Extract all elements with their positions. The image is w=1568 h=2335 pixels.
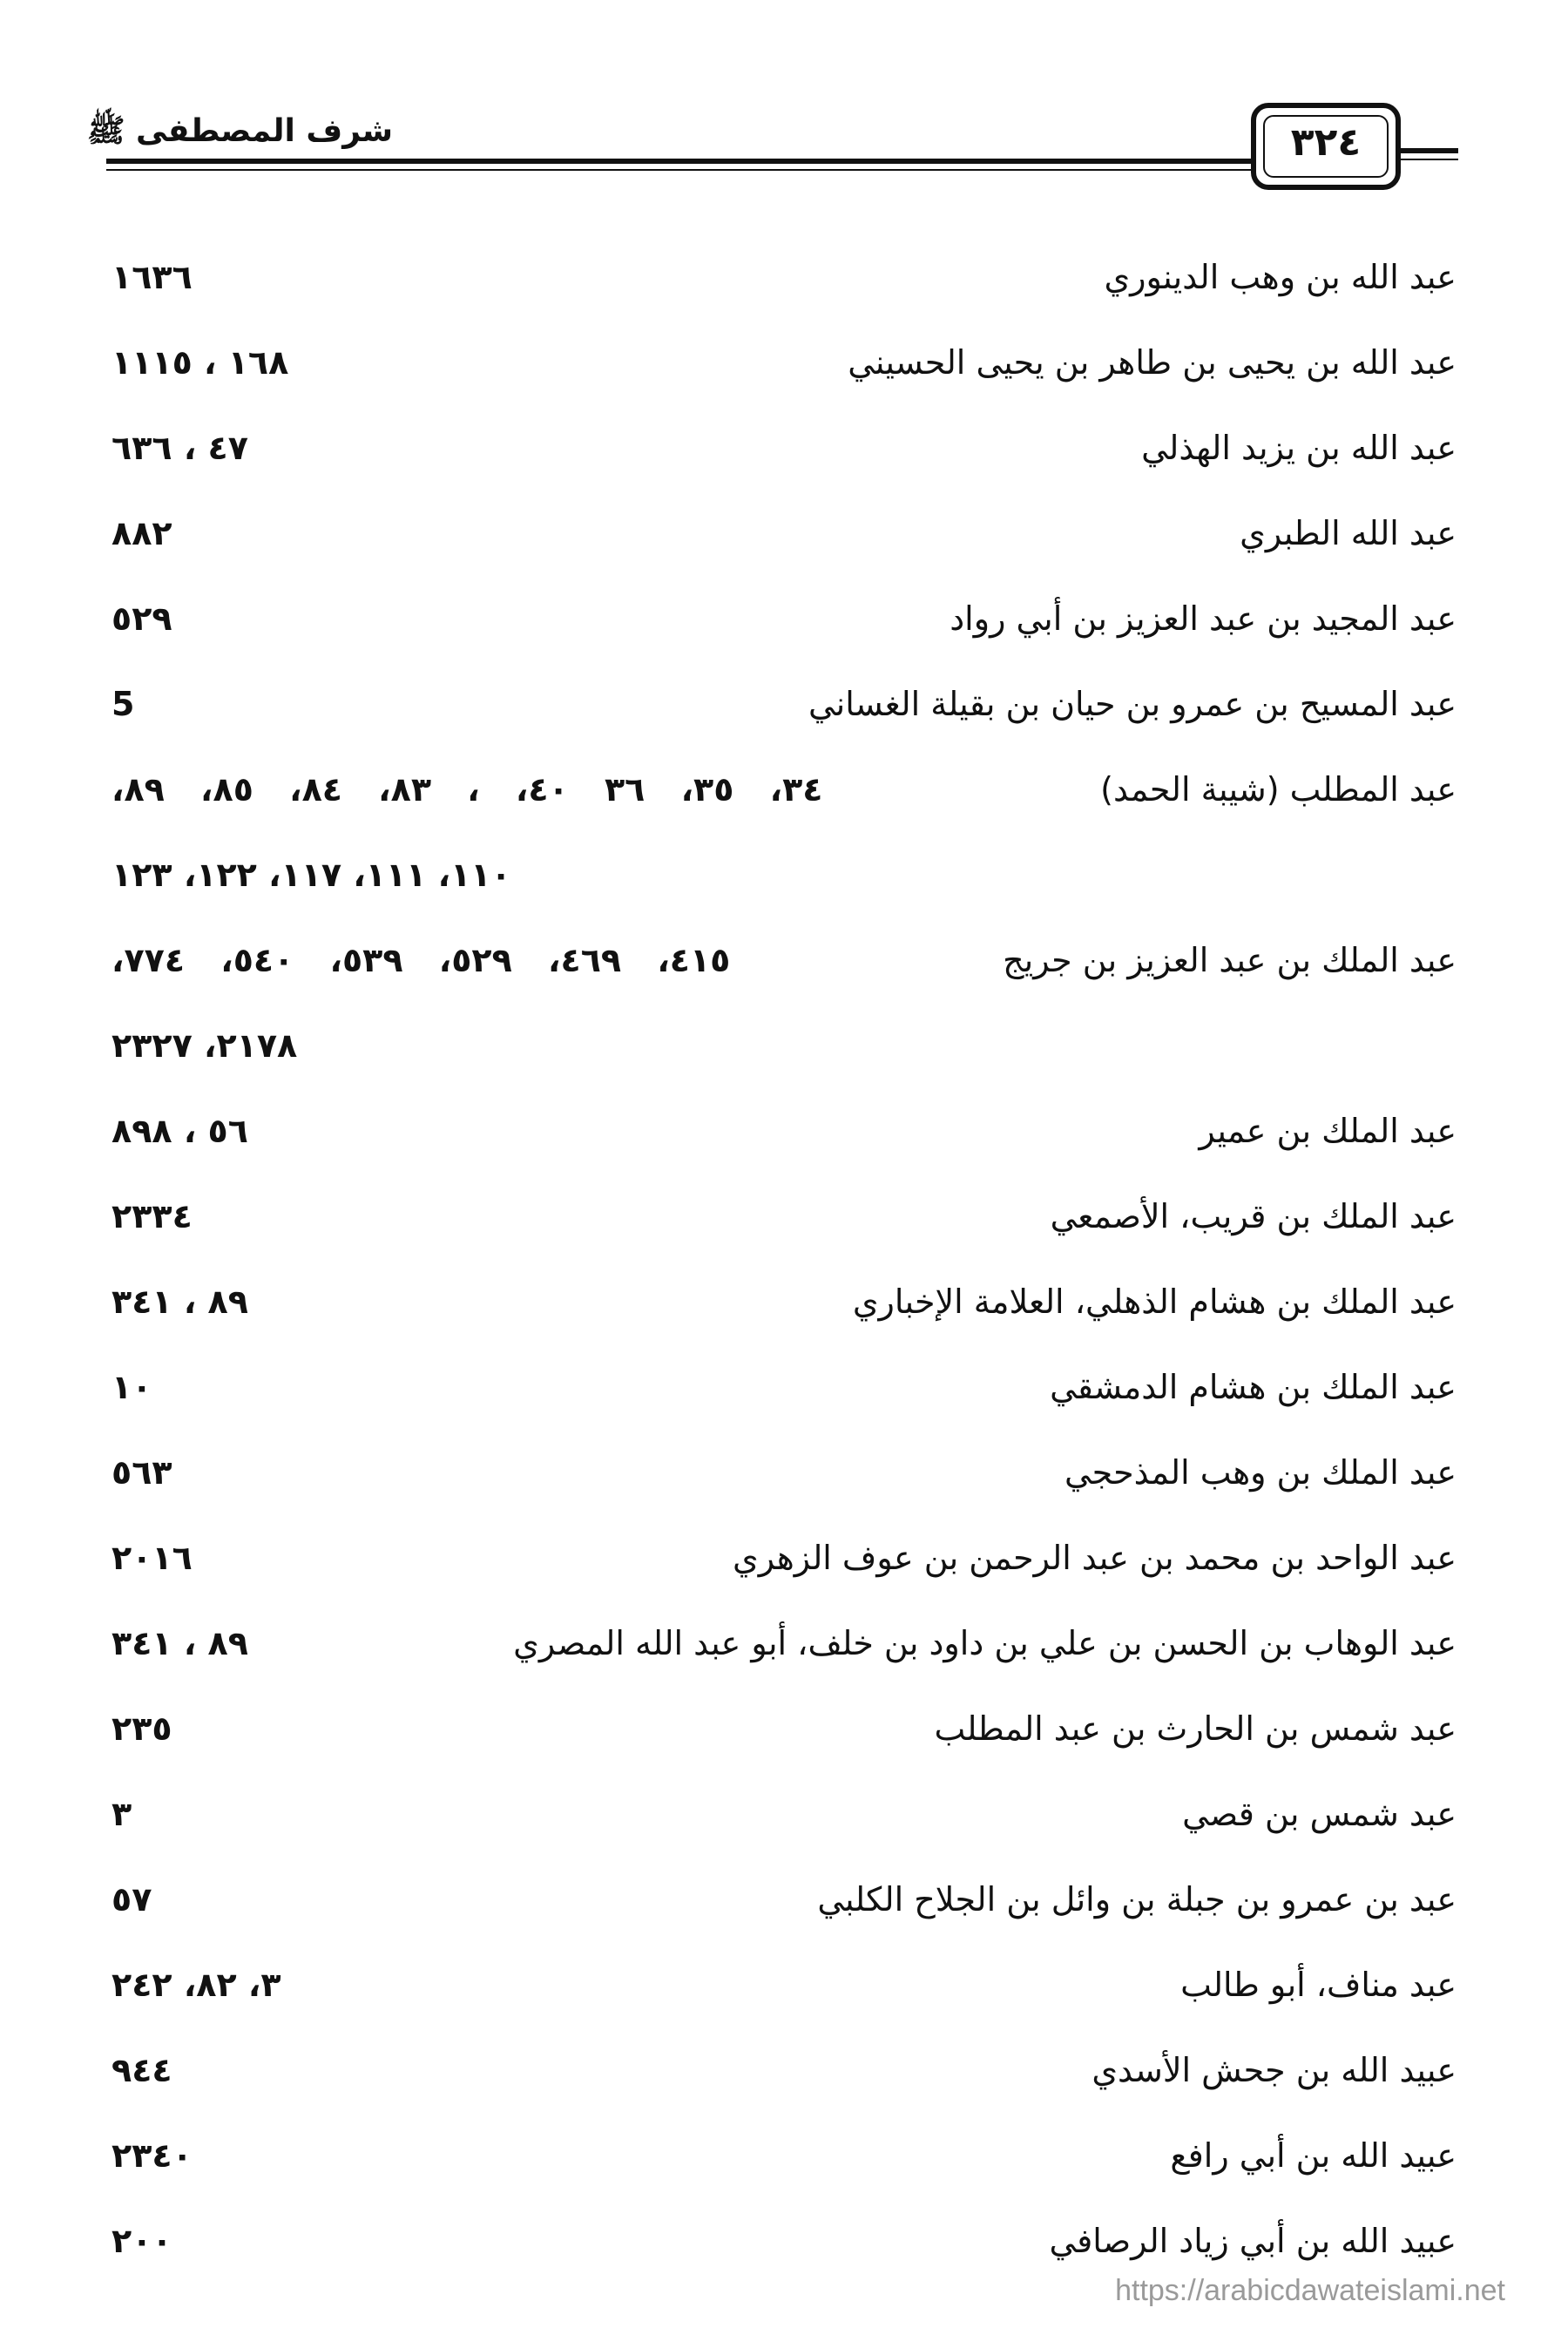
index-entry (0, 2037, 1568, 2122)
entry-pages: ٤٧ ، ٦٣٦ (112, 429, 248, 467)
entry-pages: ٢٣٣٤ (112, 1197, 193, 1235)
entry-name: عبيد الله بن أبي زياد الرصافي (1049, 2222, 1456, 2260)
entry-name: عبد بن عمرو بن جبلة بن وائل بن الجلاح الكلبي (817, 1880, 1456, 1919)
entry-name: عبد الله الطبري (1240, 514, 1456, 552)
entry-pages: ٥٦ ، ٨٩٨ (112, 1112, 248, 1150)
index-entry (0, 927, 1568, 1012)
entry-name: عبد مناف، أبو طالب (1180, 1966, 1456, 2004)
entry-name: عبد الله بن يحيى بن طاهر بن يحيى الحسيني (848, 343, 1456, 382)
index-entry (0, 756, 1568, 842)
entry-pages: ٣، ٨٢، ٢٤٢ (112, 1966, 281, 2004)
index-entry (0, 1525, 1568, 1610)
watermark-url: https://arabicdawateislami.net (1115, 2274, 1505, 2307)
entry-name: عبد المطلب (شيبة الحمد) (1100, 770, 1456, 809)
index-entry (0, 1610, 1568, 1695)
entry-pages: ٨٩ ، ٣٤١ (112, 1624, 248, 1662)
index-entry (0, 1269, 1568, 1354)
entry-pages: ٨٨٢ (112, 514, 172, 552)
index-entry (0, 1183, 1568, 1269)
index-entry (0, 1695, 1568, 1781)
index-entry (0, 415, 1568, 500)
page-number: ٣٢٤ (1290, 120, 1362, 165)
index-entry (0, 1952, 1568, 2037)
entry-pages: ٥٢٩ (112, 599, 172, 638)
entry-name: عبد الله بن وهب الدينوري (1104, 258, 1456, 296)
entry-name: عبد شمس بن قصي (1182, 1795, 1456, 1833)
index-entry (0, 244, 1568, 329)
index-entry (0, 1781, 1568, 1866)
entry-pages: ٩٤٤ (112, 2051, 172, 2089)
entry-name: عبد الملك بن قريب، الأصمعي (1050, 1197, 1456, 1235)
index-entry-continuation (0, 1012, 1568, 1098)
entry-name: عبد الملك بن هشام الذهلي، العلامة الإخباري (852, 1283, 1456, 1321)
index-entry (0, 585, 1568, 671)
entry-pages: ٢٣٥ (112, 1709, 172, 1748)
entry-name: عبد الملك بن عبد العزيز بن جريج (1003, 941, 1456, 979)
index-entry (0, 1354, 1568, 1439)
entry-pages: ٥٧ (112, 1880, 152, 1919)
index-entry (0, 671, 1568, 756)
entry-name: عبد الملك بن وهب المذحجي (1064, 1453, 1456, 1492)
entry-pages: ١٦٨ ، ١١١٥ (112, 343, 289, 382)
entry-pages: ٢٠٠ (112, 2222, 172, 2260)
entry-pages: ٥٦٣ (112, 1453, 172, 1492)
entry-name: عبيد الله بن جحش الأسدي (1092, 2051, 1456, 2089)
entry-pages: 5 (112, 685, 135, 723)
entry-pages: ٢٠١٦ (112, 1539, 193, 1577)
index-entry-continuation (0, 842, 1568, 927)
book-title: شرف المصطفى ﷺ (87, 113, 394, 149)
entry-pages: ٨٩ ، ٣٤١ (112, 1283, 248, 1321)
entry-pages: ٣٤، ٣٥، ٣٦ ٤٠، ، ٨٣، ٨٤، ٨٥، ٨٩، (112, 770, 823, 809)
index-entry (0, 1866, 1568, 1952)
entry-name: عبد الملك بن هشام الدمشقي (1050, 1368, 1456, 1406)
entry-name: عبد الواحد بن محمد بن عبد الرحمن بن عوف الزهري (733, 1539, 1456, 1577)
index-entry (0, 2122, 1568, 2208)
index-entry (0, 329, 1568, 415)
entry-name: عبد المجيد بن عبد العزيز بن أبي رواد (950, 599, 1456, 638)
entry-name: عبد الوهاب بن الحسن بن علي بن داود بن خلف، أبو عبد الله المصري (513, 1624, 1456, 1662)
index-entry (0, 1098, 1568, 1183)
entry-name: عبد الله بن يزيد الهذلي (1141, 429, 1456, 467)
entry-pages: ٤١٥، ٤٦٩، ٥٢٩، ٥٣٩، ٥٤٠، ٧٧٤، (112, 941, 731, 979)
index-entry (0, 1439, 1568, 1525)
entry-name: عبيد الله بن أبي رافع (1170, 2136, 1456, 2175)
entry-pages-continuation: ١١٠، ١١١، ١١٧، ١٢٢، ١٢٣ (112, 856, 511, 894)
entry-name: عبد المسيح بن عمرو بن حيان بن بقيلة الغساني (808, 685, 1456, 723)
entry-pages: ١٠ (112, 1368, 152, 1406)
entry-pages: ١٦٣٦ (112, 258, 193, 296)
index-entry (0, 500, 1568, 585)
entry-pages: ٣ (112, 1795, 132, 1833)
entry-name: عبد شمس بن الحارث بن عبد المطلب (934, 1709, 1456, 1748)
entry-pages: ٢٣٤٠ (112, 2136, 193, 2175)
entry-name: عبد الملك بن عمير (1199, 1112, 1456, 1150)
entry-pages-continuation: ٢١٧٨، ٢٣٢٧ (112, 1026, 298, 1065)
